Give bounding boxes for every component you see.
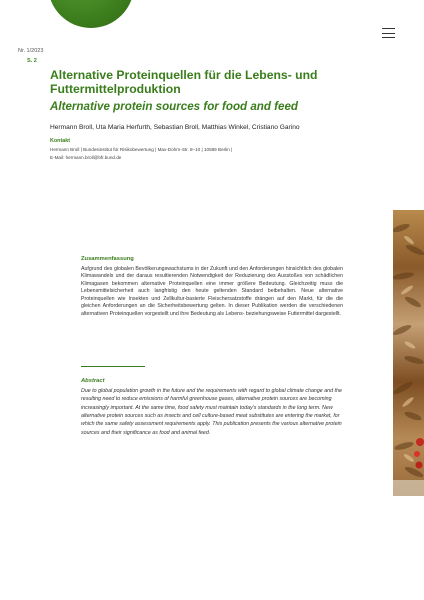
abstract-heading: Abstract [81, 378, 105, 384]
contact-heading: Kontakt [50, 138, 71, 144]
author-list: Hermann Broll, Uta Maria Herfurth, Sebastian Broll, Matthias Winkel, Cristiano Garino [50, 124, 300, 131]
contact-address: Hermann Broll | Bundesinstitut für Risikobewertung | Max-Dohrn-Str. 8–10 | 10589 Berlin | [50, 147, 233, 152]
hamburger-menu-icon[interactable] [382, 28, 395, 39]
green-circle-logo [48, 0, 134, 28]
insect-food-photo [393, 210, 424, 496]
page-title: Alternative Proteinquellen für die Lebens- und Futtermittelproduktion [50, 68, 318, 96]
contact-email[interactable]: E-Mail: hermann.broll@bfr.bund.de [50, 155, 122, 160]
summary-text: Aufgrund des globalen Bevölkerungswachstums in der Zukunft und den Anforderungen hinsichtlich des globalen Klimawandels und der daraus resultierenden Notwendigkeit der Reduzierung des Ausstoßes von schädlichen Klimagasen bekommen alternative Proteinquellen eine immer größere Bedeutung. Gleichzeitig muss die Lebensmittelsicherheit auch langfristig den heute geltenden Standard beibehalten. Neue alternative Proteinquellen wie Insekten und Zellkultur-basierte Fleischersatzstoffe drängen auf den Markt, für die die gleichen Anforderungen an die Sicherheitsbewertung gelten. In dieser Publikation werden die verschiedenen alternativen Proteinquellen vorgestellt und ihre Bedeutung als Lebens- beziehungsweise Futtermittel dargestellt. [81, 266, 343, 317]
abstract-text: Due to global population growth in the future and the requirements with regard to global climate change and the resulting need to reduce emissions of harmful greenhouse gases, alternative protein sources are becoming increasingly important. At the same time, food safety must maintain today's standards in the long term. New alternative protein sources such as insects and cell culture-based meat substitutes are entering the market, for which the same safety assessment requirements apply. This publication presents the various alternative protein sources and their significance as food and animal feed. [81, 388, 342, 436]
summary-heading: Zusammenfassung [81, 256, 134, 262]
page-number: S. 2 [27, 58, 37, 64]
section-divider [81, 366, 145, 367]
page-subtitle: Alternative protein sources for food and feed [50, 100, 299, 113]
issue-number: Nr. 1/2023 [18, 48, 44, 54]
